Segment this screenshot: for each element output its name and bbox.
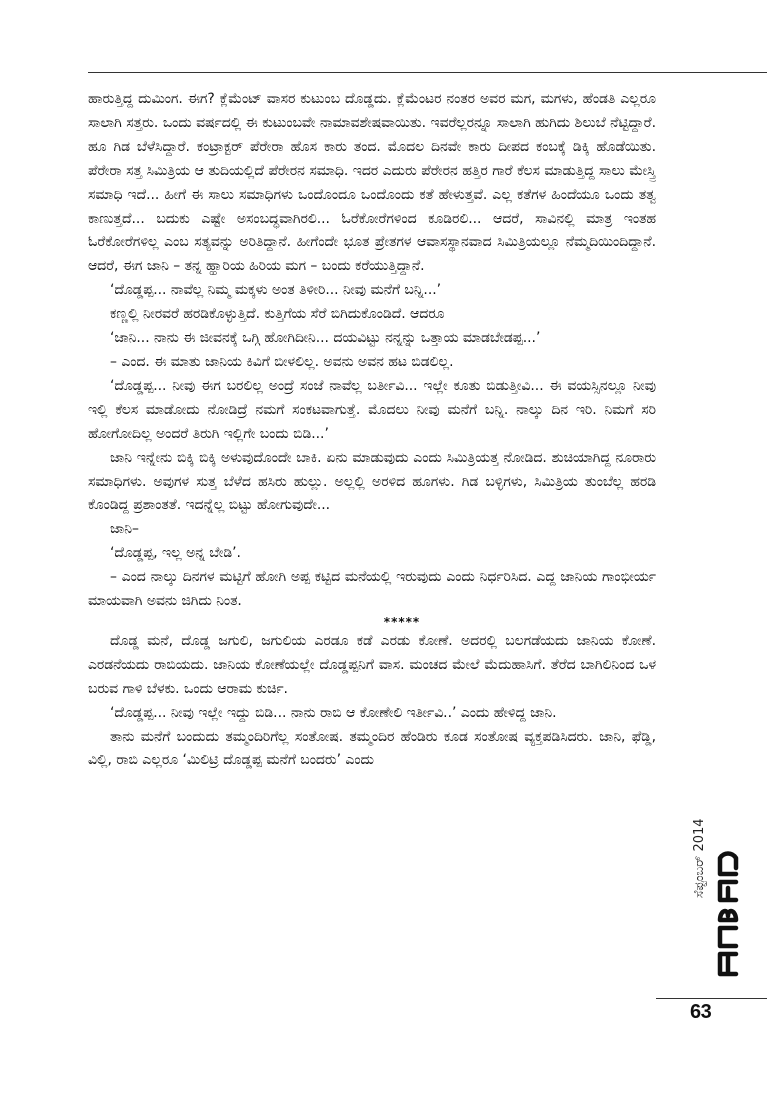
paragraph-11: ದೊಡ್ಡ ಮನೆ, ದೊಡ್ಡ ಜಗುಲಿ, ಜಗುಲಿಯ ಎರಡೂ ಕಡೆ ಎರಡು ಕೋಣೆ. ಅದರಲ್ಲಿ ಬಲಗಡೆಯದು ಜಾನಿಯ ಕೋಣೆ. ಎರಡನೆಯದು ರಾಬಿಯದು. ಜಾನಿಯ ಕೋಣೆಯಲ್ಲೇ ದೊಡ್ಡಪ್ಪನಿಗೆ ವಾಸ. ಮಂಚದ ಮೇಲೆ ಮೆದುಹಾಸಿಗೆ. ತೆರೆದ ಬಾಗಿಲಿನಿಂದ ಒಳ ಬರುವ ಗಾಳಿ ಬೆಳಕು. ಒಂದು ಆರಾಮ ಕುರ್ಚಿ. (88, 632, 656, 697)
paragraph-8: ಜಾನಿ– (110, 521, 139, 538)
paragraph-6: ‘ದೊಡ್ಡಪ್ಪ... ನೀವು ಈಗ ಬರಲಿಲ್ಲ ಅಂದ್ರೆ ಸಂಜೆ ನಾವೆಲ್ಲ ಬರ್ತೀವಿ... ಇಲ್ಲೇ ಕೂತು ಬಿಡುತ್ತೀವಿ... ಈ ವಯಸ್ಸಿನಲ್ಲೂ ನೀವು ಇಲ್ಲಿ ಕೆಲಸ ಮಾಡೋದು ನೋಡಿದ್ರೆ ನಮಗೆ ಸಂಕಟವಾಗುತ್ತೆ. ಮೊದಲು ನೀವು ಮನೆಗೆ ಬನ್ನಿ. ನಾಲ್ಕು ದಿನ ಇರಿ. ನಿಮಗೆ ಸರಿ ಹೋಗೋದಿಲ್ಲ ಅಂದರೆ ತಿರುಗಿ ಇಲ್ಲಿಗೇ ಬಂದು ಬಿಡಿ...’ (88, 377, 656, 442)
article-body (88, 88, 656, 1078)
paragraph-4: ‘ಜಾನಿ... ನಾನು ಈ ಜೀವನಕ್ಕೆ ಒಗ್ಗಿ ಹೋಗಿದೀನಿ... ದಯವಿಟ್ಟು ನನ್ನನ್ನು ಒತ್ತಾಯ ಮಾಡಬೇಡಪ್ಪ...’ (110, 330, 541, 347)
brand-logo-graphic (716, 778, 740, 978)
paragraph-12: ‘ದೊಡ್ಡಪ್ಪ... ನೀವು ಇಲ್ಲೇ ಇದ್ದು ಬಿಡಿ... ನಾನು ರಾಬಿ ಆ ಕೋಣೇಲಿ ಇರ್ತೀವಿ..’ ಎಂದು ಹೇಳಿದ್ದ ಜಾನಿ. (110, 704, 557, 721)
top-rule (88, 72, 767, 73)
paragraph-5: – ಎಂದ. ಈ ಮಾತು ಜಾನಿಯ ಕಿವಿಗೆ ಬೀಳಲಿಲ್ಲ. ಅವನು ಅವನ ಹಟ ಬಿಡಲಿಲ್ಲ. (110, 353, 454, 370)
paragraph-2: ‘ದೊಡ್ಡಪ್ಪ... ನಾವೆಲ್ಲ ನಿಮ್ಮ ಮಕ್ಕಳು ಅಂತ ತಿಳೀರಿ... ನೀವು ಮನೆಗೆ ಬನ್ನಿ...’ (110, 282, 442, 299)
paragraph-13: ತಾನು ಮನೆಗೆ ಬಂದುದು ತಮ್ಮಂದಿರಿಗೆಲ್ಲ ಸಂತೋಷ. ತಮ್ಮಂದಿರ ಹೆಂಡಿರು ಕೂಡ ಸಂತೋಷ ವ್ಯಕ್ತಪಡಿಸಿದರು. ಜಾನಿ, ಫೆಡ್ಡಿ, ವಿಲ್ಲಿ, ರಾಬಿ ಎಲ್ಲರೂ ‘ಮಿಲಿಟ್ರಿ ದೊಡ್ಡಪ್ಪ ಮನೆಗೆ ಬಂದರು’ ಎಂದು (88, 728, 656, 769)
brand-logo (716, 778, 740, 982)
paragraph-10: – ಎಂದ ನಾಲ್ಕು ದಿನಗಳ ಮಟ್ಟಿಗೆ ಹೋಗಿ ಅಪ್ಪ ಕಟ್ಟಿದ ಮನೆಯಲ್ಲಿ ಇರುವುದು ಎಂದು ನಿರ್ಧರಿಸಿದ. ಎದ್ದ ಜಾನಿಯ ಗಾಂಭೀರ್ಯ ಮಾಯವಾಗಿ ಅವನು ಜಿಗಿದು ನಿಂತ. (88, 569, 656, 610)
footer-rule (656, 998, 767, 999)
paragraph-1: ಹಾರುತ್ತಿದ್ದ ದುಮಿಂಗ. ಈಗ? ಕ್ಲೆಮೆಂಟ್ ವಾಸರ ಕುಟುಂಬ ದೊಡ್ಡದು. ಕ್ಲೆಮೆಂಟರ ನಂತರ ಅವರ ಮಗ, ಮಗಳು, ಹೆಂಡತಿ ಎಲ್ಲರೂ ಸಾಲಾಗಿ ಸತ್ತರು. ಒಂದು ವರ್ಷದಲ್ಲಿ ಈ ಕುಟುಂಬವೇ ನಾಮಾವಶೇಷವಾಯಿತು. ಇವರೆಲ್ಲರನ್ನೂ ಸಾಲಾಗಿ ಹುಗಿದು ಶಿಲುಬೆ ನೆಟ್ಟಿದ್ದಾರೆ. ಹೂ ಗಿಡ ಬೆಳೆಸಿದ್ದಾರೆ. ಕಂಟ್ರಾಕ್ಟರ್ ಪೆರೇರಾ ಹೊಸ ಕಾರು ತಂದ. ಮೊದಲ ದಿನವೇ ಕಾರು ದೀಪದ ಕಂಬಕ್ಕೆ ಡಿಕ್ಕಿ ಹೊಡೆಯಿತು. ಪೆರೇರಾ ಸತ್ತ ಸಿಮಿತ್ರಿಯ ಆ ತುದಿಯಲ್ಲಿದೆ ಪೆರೇರನ ಸಮಾಧಿ. ಇದರ ಎದುರು ಪೆರೇರನ ಹತ್ತಿರ ಗಾರೆ ಕೆಲಸ ಮಾಡುತ್ತಿದ್ದ ಸಾಲು ಮೇಸ್ತ್ರಿ ಸಮಾಧಿ ಇದೆ... ಹೀಗೆ ಈ ಸಾಲು ಸಮಾಧಿಗಳು ಒಂದೊಂದೂ ಒಂದೊಂದು ಕತೆ ಹೇಳುತ್ತವೆ. ಎಲ್ಲ ಕತೆಗಳ ಹಿಂದೆಯೂ ಒಂದು ತತ್ವ ಕಾಣುತ್ತದೆ... ಬದುಕು ಎಷ್ಟೇ ಅಸಂಬದ್ಧವಾಗಿರಲಿ... ಓರೆಕೋರೆಗಳಿಂದ ಕೂಡಿರಲಿ... ಆದರೆ, ಸಾವಿನಲ್ಲಿ ಮಾತ್ರ ಇಂತಹ ಓರೆಕೋರೆಗಳಿಲ್ಲ ಎಂಬ ಸತ್ಯವನ್ನು ಅರಿತಿದ್ದಾನೆ. ಹೀಗೆಂದೇ ಭೂತ ಪ್ರೇತಗಳ ಆವಾಸಸ್ಥಾನವಾದ ಸಿಮಿತ್ರಿಯಲ್ಲೂ ನೆಮ್ಮದಿಯಿಂದಿದ್ದಾನೆ. ಆದರೆ, ಈಗ ಜಾನಿ – ತನ್ನ ಹ್ಹಾರಿಯ ಹಿರಿಯ ಮಗ – ಬಂದು ಕರೆಯುತ್ತಿದ್ದಾನೆ. (88, 91, 656, 275)
section-break: ***** (383, 614, 421, 629)
issue-date: ಸೆಪ್ಟಂಬರ್ 2014 (692, 818, 707, 898)
paragraph-3: ಕಣ್ಣಲ್ಲಿ ನೀರವರೆ ಹರಡಿಕೊಳ್ಳುತ್ತಿದೆ. ಕುತ್ತಿಗೆಯ ಸೆರೆ ಬಿಗಿದುಕೊಂಡಿದೆ. ಆದರೂ (110, 306, 445, 323)
paragraph-7: ಜಾನಿ ಇನ್ನೇನು ಬಿಕ್ಕಿ ಬಿಕ್ಕಿ ಅಳುವುದೊಂದೇ ಬಾಕಿ. ಏನು ಮಾಡುವುದು ಎಂದು ಸಿಮಿತ್ರಿಯತ್ತ ನೋಡಿದ. ಶುಚಿಯಾಗಿದ್ದ ನೂರಾರು ಸಮಾಧಿಗಳು. ಅವುಗಳ ಸುತ್ತ ಬೆಳೆದ ಹಸಿರು ಹುಲ್ಲು. ಅಲ್ಲಲ್ಲಿ ಅರಳಿದ ಹೂಗಳು. ಗಿಡ ಬಳ್ಳಿಗಳು, ಸಿಮಿತ್ರಿಯ ತುಂಬೆಲ್ಲ ಹರಡಿ ಕೊಂಡಿದ್ದ ಪ್ರಶಾಂತತೆ. ಇದನ್ನೆಲ್ಲ ಬಿಟ್ಟು ಹೋಗುವುದೇ... (88, 449, 656, 514)
page-number: 63 (690, 1001, 712, 1023)
masthead-strip (676, 778, 742, 983)
paragraph-9: ‘ದೊಡ್ಡಪ್ಪ, ಇಲ್ಲ ಅನ್ನ ಬೇಡಿ’. (110, 545, 241, 562)
